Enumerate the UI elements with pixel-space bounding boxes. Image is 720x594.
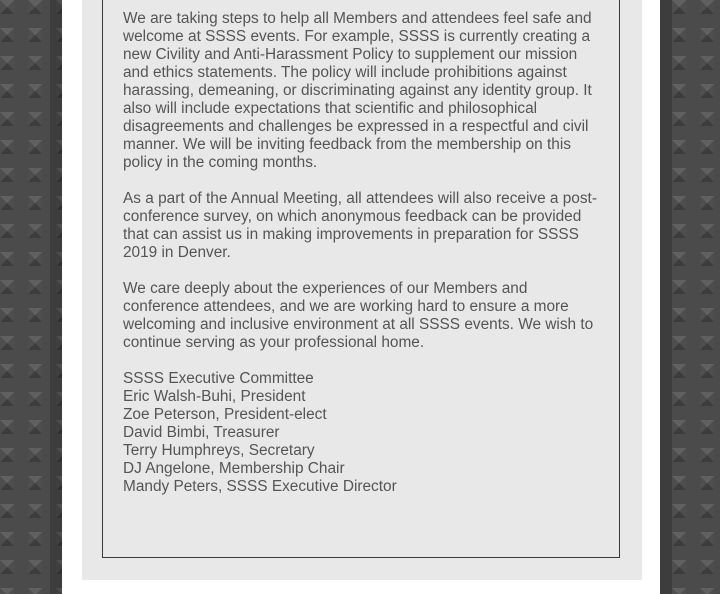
background-pattern-right [660,0,672,594]
signature-president: Eric Walsh-Buhi, President [123,388,306,405]
signature-treasurer: David Bimbi, Treasurer [123,424,280,441]
signature-secretary: Terry Humphreys, Secretary [123,442,315,459]
email-column [62,0,660,594]
signature-committee: SSSS Executive Committee [123,370,314,387]
paragraph-commitment: We care deeply about the experiences of our Members and conference attendees, and we are working hard to ensure a more welcoming and inclusive environment at all SSSS events. We wish to continue serving as your professional home. [123,280,594,351]
paragraph-survey: As a part of the Annual Meeting, all attendees will also receive a post-conference survey, on which anonymous feedback can be provided that can assist us in making improvements in preparation for SSSS 2019 in Denver. [123,190,597,261]
signature-president-elect: Zoe Peterson, President-elect [123,406,327,423]
signature-membership-chair: DJ Angelone, Membership Chair [123,460,345,477]
letter-box [102,0,620,558]
background-pattern-left [50,0,62,594]
content-well [82,0,642,580]
signature-executive-director: Mandy Peters, SSSS Executive Director [123,478,397,495]
paragraph-civility-policy: We are taking steps to help all Members and attendees feel safe and welcome at SSSS events. For example, SSSS is currently creating a new Civility and Anti-Harassment Policy to supplement our mission and ethics statements. The policy will include prohibitions against harassing, demeaning, or discriminating against any identity group. It also will include expectations that scientific and philosophical disagreements and challenges be expressed in a respectful and civil manner. We will be inviting feedback from the membership on this policy in the coming months. [123,10,592,171]
signature-block [123,370,603,496]
letter-body [123,10,603,496]
